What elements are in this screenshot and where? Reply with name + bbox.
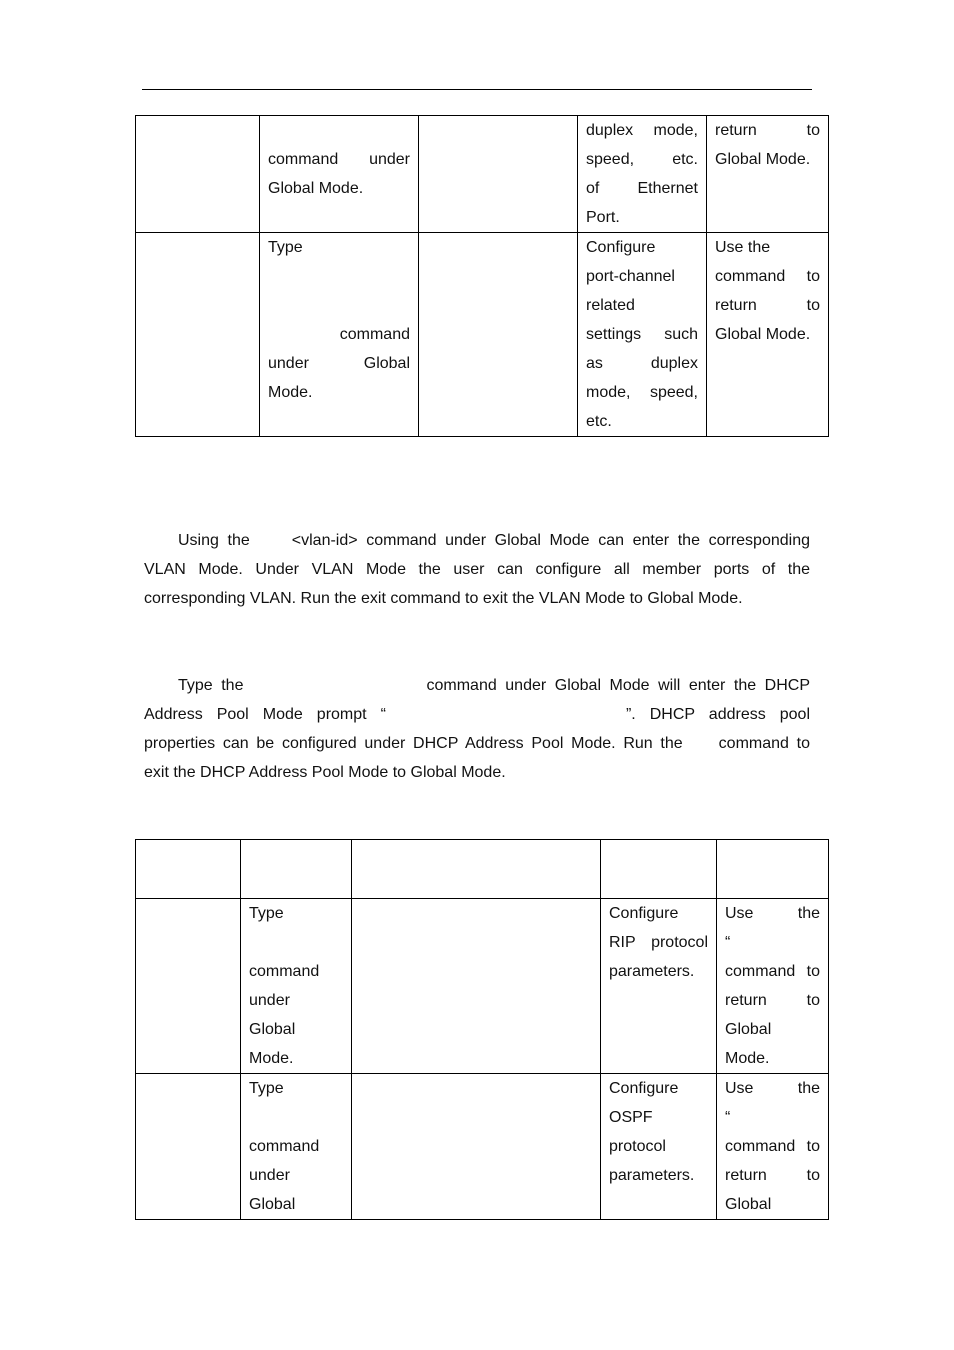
cell-text: under bbox=[249, 1167, 290, 1184]
cell-text: OSPF bbox=[609, 1109, 653, 1126]
paragraph-line: exit the DHCP Address Pool Mode to Global Mode. bbox=[144, 764, 506, 781]
cell-text: command bbox=[249, 963, 320, 980]
table-header-cell bbox=[601, 840, 717, 899]
cell-text: port-channel bbox=[586, 268, 675, 285]
cell-text: Configure bbox=[586, 239, 656, 256]
cell-text: Global bbox=[725, 1021, 772, 1038]
cell-text: Global Mode. bbox=[715, 151, 811, 168]
cell-text: Global bbox=[725, 1196, 772, 1213]
cell-text: Global Mode. bbox=[268, 180, 364, 197]
cell-text: command to bbox=[715, 268, 820, 285]
cell-text: return to bbox=[715, 122, 820, 139]
table-header-cell bbox=[352, 840, 601, 899]
table-cell-access bbox=[260, 116, 419, 233]
paragraph-line: VLAN Mode. Under VLAN Mode the user can configure all member ports of the bbox=[144, 561, 810, 578]
cell-text: speed, etc. bbox=[586, 151, 698, 168]
table-header-cell bbox=[241, 840, 352, 899]
cell-text: Type bbox=[249, 905, 284, 922]
table-cell-mode bbox=[136, 899, 241, 1074]
table-cell-prompt bbox=[419, 233, 578, 437]
table-header-row bbox=[136, 840, 829, 899]
cell-text: under bbox=[249, 992, 290, 1009]
cell-text: related bbox=[586, 297, 635, 314]
cell-text: Global bbox=[249, 1021, 296, 1038]
cell-text: settings such bbox=[586, 326, 698, 343]
cell-text: as duplex bbox=[586, 355, 698, 372]
paragraph-line bbox=[144, 700, 810, 729]
cell-text: of Ethernet bbox=[586, 180, 698, 197]
cell-text: command to bbox=[725, 1138, 820, 1155]
table-cell-prompt bbox=[419, 116, 578, 233]
cell-text: Use the bbox=[725, 905, 820, 922]
text-run: command to bbox=[718, 735, 810, 752]
cell-text: command bbox=[339, 326, 410, 343]
cell-text: parameters. bbox=[609, 1167, 695, 1184]
header-rule bbox=[142, 89, 812, 90]
cell-text: return to bbox=[715, 297, 820, 314]
cell-text: Mode. bbox=[268, 384, 313, 401]
cell-text: duplex mode, bbox=[586, 122, 698, 139]
table-cell-exit bbox=[717, 1074, 829, 1220]
text-run: Address Pool Mode prompt “ bbox=[144, 706, 386, 723]
mode-table-continued bbox=[135, 115, 829, 437]
cell-text: return to bbox=[725, 992, 820, 1009]
table-cell-mode bbox=[136, 116, 260, 233]
routing-mode-table bbox=[135, 839, 829, 1220]
table-row-rip bbox=[136, 899, 829, 1074]
text-run: command under Global Mode will enter the DHCP bbox=[426, 677, 811, 694]
table-cell-operation bbox=[601, 899, 717, 1074]
cell-text: Configure bbox=[609, 1080, 679, 1097]
text-run: ”. DHCP address pool bbox=[625, 706, 811, 723]
text-run: Type the bbox=[178, 677, 244, 694]
cell-text: RIP protocol bbox=[609, 934, 708, 951]
table-cell-operation bbox=[601, 1074, 717, 1220]
cell-text: Type bbox=[268, 239, 303, 256]
cell-text: Global Mode. bbox=[715, 326, 811, 343]
cell-text: command bbox=[249, 1138, 320, 1155]
cell-text: under Global bbox=[268, 355, 410, 372]
table-cell-exit bbox=[707, 116, 829, 233]
cell-text: Configure bbox=[609, 905, 679, 922]
cell-text: parameters. bbox=[609, 963, 695, 980]
table-cell-access bbox=[241, 1074, 352, 1220]
table-cell-exit bbox=[717, 899, 829, 1074]
paragraph-line bbox=[144, 671, 810, 700]
cell-text: etc. bbox=[586, 413, 612, 430]
table-header-cell bbox=[136, 840, 241, 899]
cell-text: Type bbox=[249, 1080, 284, 1097]
cell-text: command to bbox=[725, 963, 820, 980]
cell-text: Global bbox=[249, 1196, 296, 1213]
table-header-cell bbox=[717, 840, 829, 899]
table-cell-prompt bbox=[352, 899, 601, 1074]
text-run: Using the bbox=[178, 532, 250, 549]
cell-text: protocol bbox=[609, 1138, 666, 1155]
cell-text: return to bbox=[725, 1167, 820, 1184]
table-cell-mode bbox=[136, 233, 260, 437]
table-row-ospf bbox=[136, 1074, 829, 1220]
text-run: properties can be configured under DHCP Address Pool Mode. Run the bbox=[144, 735, 683, 752]
paragraph-line bbox=[144, 729, 810, 758]
table-cell-prompt bbox=[352, 1074, 601, 1220]
cell-text: Use the bbox=[715, 239, 771, 256]
cell-text: Port. bbox=[586, 209, 620, 226]
cell-text: mode, speed, bbox=[586, 384, 698, 401]
cell-text: command under bbox=[268, 151, 410, 168]
dhcp-mode-paragraph bbox=[144, 671, 810, 787]
cell-text: Mode. bbox=[725, 1050, 770, 1067]
cell-text: “ bbox=[725, 934, 731, 951]
cell-text: Mode. bbox=[249, 1050, 294, 1067]
table-cell-operation bbox=[578, 116, 707, 233]
paragraph-line: corresponding VLAN. Run the exit command to exit the VLAN Mode to Global Mode. bbox=[144, 590, 743, 607]
table-cell-operation bbox=[578, 233, 707, 437]
cell-text: Use the bbox=[725, 1080, 820, 1097]
cell-text: “ bbox=[725, 1109, 731, 1126]
text-run: <vlan-id> command under Global Mode can enter the corresponding bbox=[291, 532, 811, 549]
vlan-mode-paragraph bbox=[144, 526, 810, 613]
table-cell-access bbox=[260, 233, 419, 437]
table-row bbox=[136, 116, 829, 233]
table-cell-mode bbox=[136, 1074, 241, 1220]
table-cell-exit bbox=[707, 233, 829, 437]
table-row bbox=[136, 233, 829, 437]
paragraph-line bbox=[144, 526, 810, 555]
table-cell-access bbox=[241, 899, 352, 1074]
